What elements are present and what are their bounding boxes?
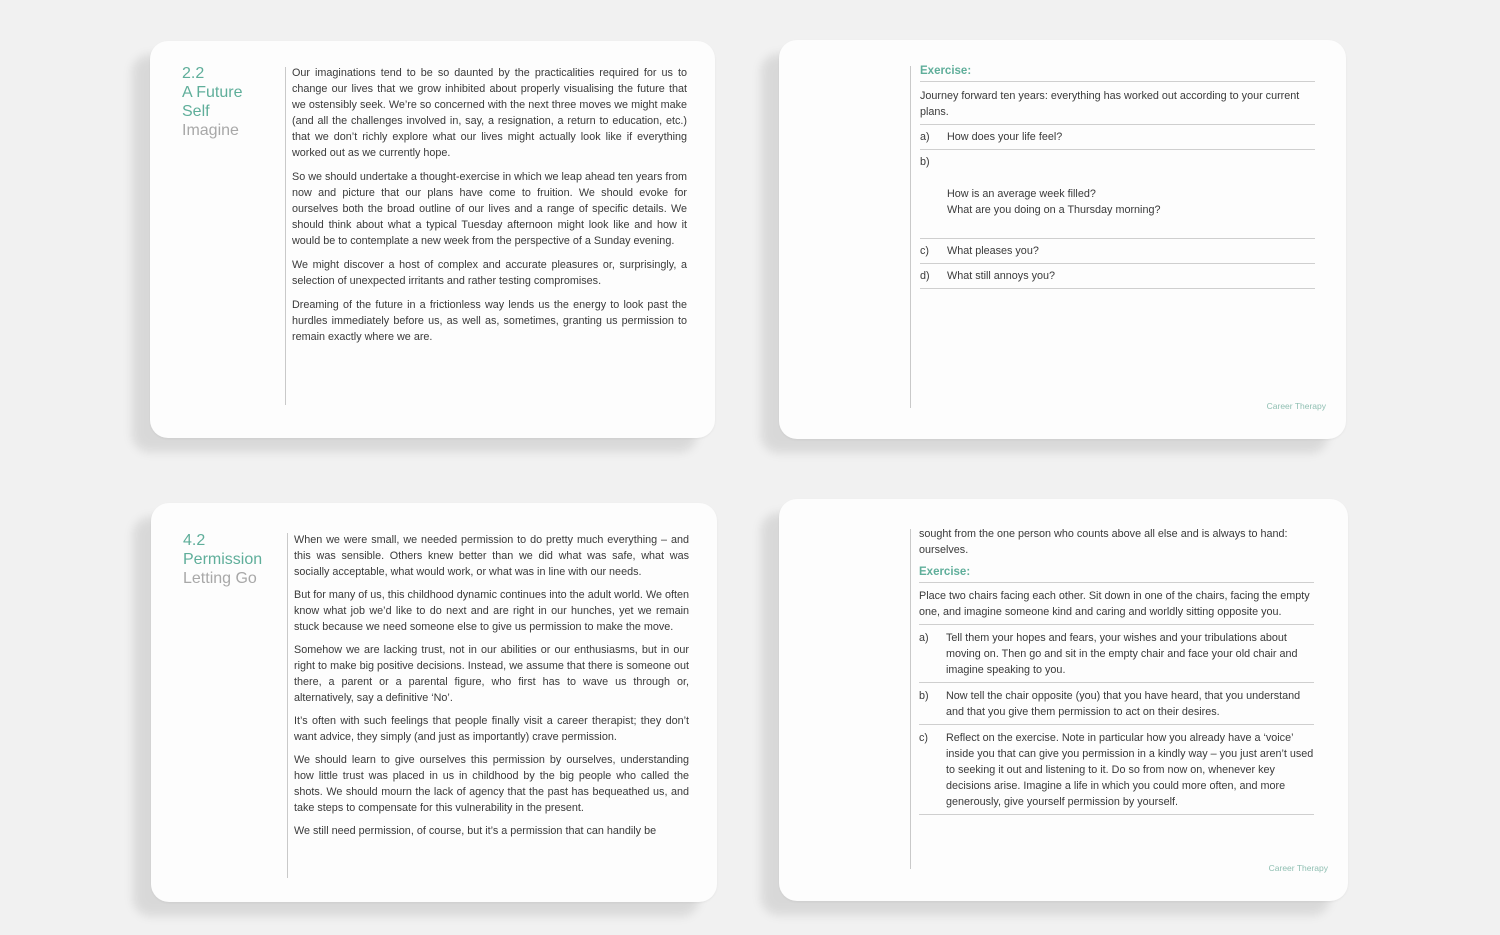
item-letter: d) bbox=[920, 270, 930, 282]
card-future-self-exercise bbox=[779, 40, 1346, 439]
item-text: Now tell the chair opposite (you) that you have heard, that you understand and that you give them permission to act on their desires. bbox=[946, 690, 1301, 718]
item-letter: c) bbox=[920, 245, 929, 257]
card-future-self bbox=[150, 41, 715, 438]
item-text: Reflect on the exercise. Note in particular how you already have a ‘voice’ inside you that can give you permission in a kindly way – you just aren’t used to seeking it out and listening to it. Do so from now on, whenever key decisions arise. Imagine a life in which you could more often, and more generously, give yourself permission by yourself. bbox=[946, 732, 1314, 808]
footer-brand: Career Therapy bbox=[1268, 863, 1328, 873]
paragraph: When we were small, we needed permission to do pretty much everything – and this was sensible. Others knew better than we did what was safe, what was socially acceptable, what would work, or what was in line with our needs. bbox=[294, 534, 689, 578]
body-text bbox=[292, 65, 687, 353]
item-text: How is an average week filled? What are you doing on a Thursday morning? bbox=[947, 188, 1161, 216]
section-number: 4.2 bbox=[183, 532, 206, 549]
exercise-item bbox=[920, 239, 1315, 264]
paragraph: So we should undertake a thought-exercise in which we leap ahead ten years from now and picture that our plans have come to fruition. We should evoke for ourselves both the broad outline of our lives and a range of specific details. We should think about what a typical Tuesday afternoon might look like and how it would be to contemplate a new week from the perspective of a Sunday evening. bbox=[292, 171, 687, 247]
card-heading bbox=[182, 64, 272, 140]
paragraph: But for many of us, this childhood dynamic continues into the adult world. We often know what job we’d like to do next and are right in our hunches, yet we remain stuck because we need someone else to give us permission to make the move. bbox=[294, 589, 689, 633]
section-title: A Future Self bbox=[182, 84, 243, 120]
exercise-label: Exercise: bbox=[920, 65, 1315, 82]
card-permission bbox=[151, 503, 717, 902]
paragraph: Dreaming of the future in a frictionless way lends us the energy to look past the hurdles immediately before us, as well as, sometimes, granting us permission to remain exactly where we are. bbox=[292, 299, 687, 343]
card-permission-exercise bbox=[779, 499, 1348, 901]
exercise-label: Exercise: bbox=[919, 566, 1314, 583]
exercise-item bbox=[920, 150, 1315, 239]
item-text: What pleases you? bbox=[947, 245, 1039, 257]
item-text: What still annoys you? bbox=[947, 270, 1056, 282]
footer-brand: Career Therapy bbox=[1266, 401, 1326, 411]
paragraph: It’s often with such feelings that people finally visit a career therapist; they don’t want advice, they simply (and just as importantly) crave permission. bbox=[294, 715, 689, 743]
item-text: How does your life feel? bbox=[947, 131, 1063, 143]
exercise-block bbox=[919, 526, 1314, 815]
exercise-item bbox=[919, 625, 1314, 683]
exercise-item bbox=[919, 725, 1314, 815]
exercise-item bbox=[920, 264, 1315, 289]
column-divider bbox=[287, 533, 288, 878]
exercise-item bbox=[919, 683, 1314, 725]
paragraph: We still need permission, of course, but it’s a permission that can handily be bbox=[294, 825, 657, 837]
section-title: Permission bbox=[183, 551, 263, 568]
item-letter: b) bbox=[920, 156, 930, 168]
section-subtitle: Letting Go bbox=[183, 570, 257, 587]
paragraph: We might discover a host of complex and accurate pleasures or, surprisingly, a selection of unexpected irritants and rather testing compromises. bbox=[292, 259, 687, 287]
item-letter: a) bbox=[919, 632, 929, 644]
section-subtitle: Imagine bbox=[182, 122, 239, 139]
column-divider bbox=[910, 66, 911, 408]
card-heading bbox=[183, 531, 283, 588]
section-number: 2.2 bbox=[182, 65, 205, 82]
paragraph: We should learn to give ourselves this permission by ourselves, understanding how little trust was placed in us in childhood by the big people who called the shots. We should mourn the lack of agency that the past has bequeathed us, and take steps to compensate for this vulnerability in the present. bbox=[294, 754, 689, 814]
paragraph: Our imaginations tend to be so daunted by the practicalities required for us to change our lives that we grow inhibited about properly visualising the future that we ostensibly seek. We’re so concerned with the next three moves we might make (and all the challenges involved in, say, a resignation, a return to education, etc.) that we don’t richly explore what our lives might actually look like if everything worked out as we currently hope. bbox=[292, 67, 687, 159]
exercise-block bbox=[920, 65, 1315, 289]
exercise-intro: Journey forward ten years: everything has worked out according to your current plans. bbox=[920, 82, 1315, 125]
paragraph: Somehow we are lacking trust, not in our abilities or our enthusiasms, but in our right to make big positive decisions. Instead, we assume that there is someone out there, a parent or a parental figure, who first has to wave us through or, alternatively, say a definitive ‘No’. bbox=[294, 644, 689, 704]
item-text: Tell them your hopes and fears, your wishes and your tribulations about moving on. Then go and sit in the empty chair and face your old chair and imagine speaking to you. bbox=[946, 632, 1298, 676]
column-divider bbox=[910, 529, 911, 869]
column-divider bbox=[285, 67, 286, 405]
body-text bbox=[294, 532, 689, 882]
exercise-intro: Place two chairs facing each other. Sit down in one of the chairs, facing the empty one, and imagine someone kind and caring and worldly sitting opposite you. bbox=[919, 583, 1314, 625]
continuation-text: sought from the one person who counts above all else and is always to hand: ourselves. bbox=[919, 528, 1288, 556]
item-letter: a) bbox=[920, 131, 930, 143]
item-letter: b) bbox=[919, 690, 929, 702]
exercise-item bbox=[920, 125, 1315, 150]
item-letter: c) bbox=[919, 732, 928, 744]
